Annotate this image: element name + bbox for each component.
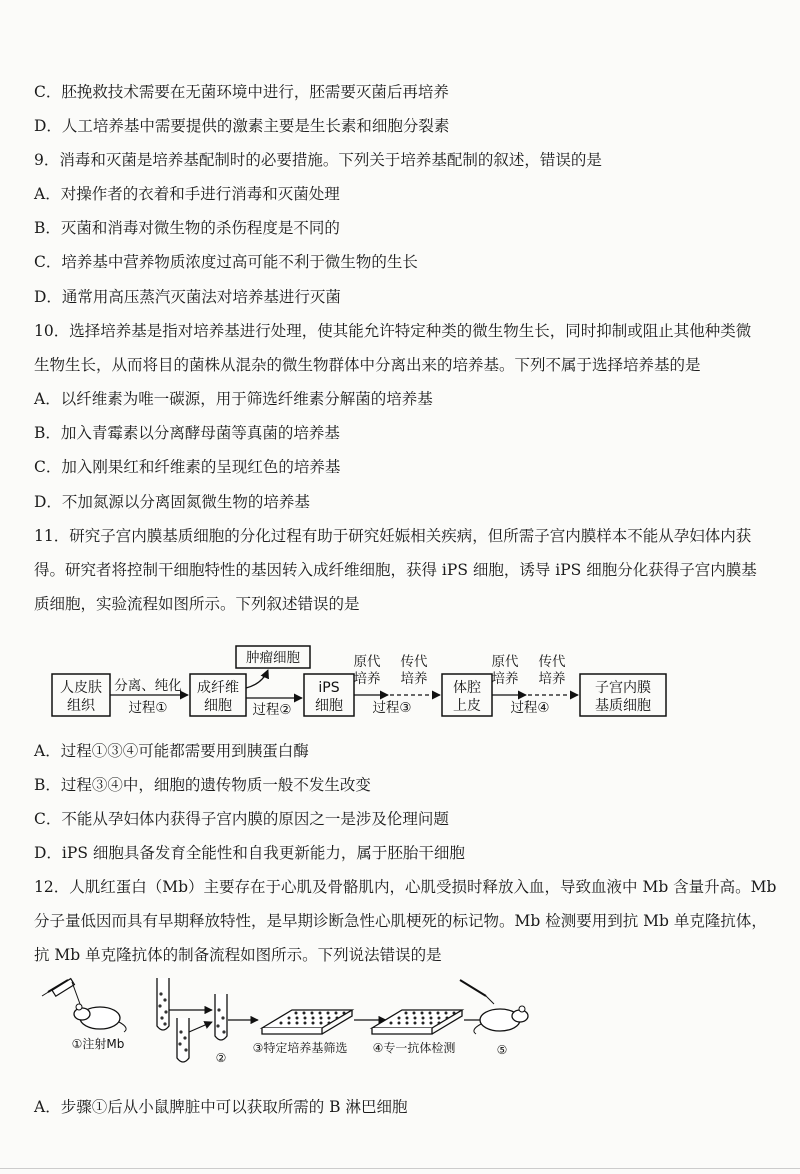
mouse-icon bbox=[474, 1006, 528, 1034]
question-12-line1: 12．人肌红蛋白（Mb）主要存在于心肌及骨骼肌内，心肌受损时释放入血，导致血液中 Mb 含量升高。Mb bbox=[34, 878, 777, 896]
arrow4-label: 过程④ bbox=[510, 700, 550, 716]
question-10-line1: 10．选择培养基是指对培养基进行处理，使其能允许特定种类的微生物生长，同时抑制或阻止其他种类微 bbox=[34, 322, 752, 340]
arrow-to-tumor bbox=[246, 670, 268, 688]
option-10d: D．不加氮源以分离固氮微生物的培养基 bbox=[34, 493, 310, 511]
arrow2-label: 过程② bbox=[252, 702, 292, 718]
option-9a: A．对操作者的衣着和手进行消毒和灭菌处理 bbox=[34, 185, 340, 203]
test-tube-icon bbox=[157, 978, 169, 1030]
box3-line1: iPS bbox=[318, 680, 340, 696]
step3a-line1: 原代 bbox=[353, 654, 381, 670]
arrow1-label-top: 分离、纯化 bbox=[114, 678, 182, 694]
ips-flow-diagram bbox=[0, 640, 800, 730]
option-8d: D．人工培养基中需要提供的激素主要是生长素和细胞分裂素 bbox=[34, 117, 450, 135]
option-11a: A．过程①③④可能都需要用到胰蛋白酶 bbox=[34, 742, 309, 760]
option-8c: C．胚挽救技术需要在无菌环境中进行，胚需要灭菌后再培养 bbox=[34, 83, 449, 101]
step3b-line2: 培养 bbox=[400, 671, 428, 687]
box4-line2: 上皮 bbox=[453, 698, 481, 714]
step5-label: ⑤ bbox=[496, 1043, 508, 1057]
option-9d: D．通常用高压蒸汽灭菌法对培养基进行灭菌 bbox=[34, 288, 341, 306]
question-12-line2: 分子量低因而具有早期释放特性，是早期诊断急性心肌梗死的标记物。Mb 检测要用到抗 Mb 单克隆抗体， bbox=[34, 912, 767, 930]
mouse-icon bbox=[74, 1004, 126, 1032]
box3-line2: 细胞 bbox=[315, 698, 343, 714]
step4-label: ④专一抗体检测 bbox=[372, 1041, 456, 1055]
box4-line1: 体腔 bbox=[453, 680, 481, 696]
option-9c: C．培养基中营养物质浓度过高可能不利于微生物的生长 bbox=[34, 253, 418, 271]
box2-line2: 细胞 bbox=[204, 698, 232, 714]
question-11-line2: 得。研究者将控制干细胞特性的基因转入成纤维细胞，获得 iPS 细胞，诱导 iPS 细胞分化获得子宫内膜基 bbox=[34, 561, 757, 579]
option-9b: B．灭菌和消毒对微生物的杀伤程度是不同的 bbox=[34, 219, 340, 237]
test-tube-icon bbox=[177, 1018, 189, 1062]
box1-line2: 组织 bbox=[67, 698, 95, 714]
step4b-line2: 培养 bbox=[538, 671, 566, 687]
step1-label: ①注射Mb bbox=[71, 1037, 125, 1051]
box1-line1: 人皮肤 bbox=[60, 680, 102, 696]
option-11c: C．不能从孕妇体内获得子宫内膜的原因之一是涉及伦理问题 bbox=[34, 810, 449, 828]
question-10-line2: 生物生长，从而将目的菌株从混杂的微生物群体中分离出来的培养基。下列不属于选择培养基的是 bbox=[34, 356, 701, 374]
box2-line1: 成纤维 bbox=[197, 680, 239, 696]
option-10c: C．加入刚果红和纤维素的呈现红色的培养基 bbox=[34, 458, 341, 476]
arrow3-label: 过程③ bbox=[372, 700, 412, 716]
step2-label: ② bbox=[215, 1051, 227, 1065]
option-10a: A．以纤维素为唯一碳源，用于筛选纤维素分解菌的培养基 bbox=[34, 390, 433, 408]
option-11d: D．iPS 细胞具备发育全能性和自我更新能力，属于胚胎干细胞 bbox=[34, 844, 465, 862]
box5-line1: 子宫内膜 bbox=[595, 680, 651, 696]
step4a-line1: 原代 bbox=[491, 654, 519, 670]
syringe-icon bbox=[42, 979, 80, 1004]
question-11-line1: 11．研究子宫内膜基质细胞的分化过程有助于研究妊娠相关疾病，但所需子宫内膜样本不能从孕妇体内获 bbox=[34, 527, 752, 545]
culture-plate-icon bbox=[262, 1010, 352, 1034]
step3a-line2: 培养 bbox=[353, 671, 381, 687]
step4b-line1: 传代 bbox=[538, 654, 566, 670]
question-12-line3: 抗 Mb 单克隆抗体的制备流程如图所示。下列说法错误的是 bbox=[34, 946, 442, 964]
step3-label: ③特定培养基筛选 bbox=[252, 1041, 348, 1055]
question-11-line3: 质细胞，实验流程如图所示。下列叙述错误的是 bbox=[34, 595, 360, 613]
arrow1-label-bottom: 过程① bbox=[128, 700, 168, 716]
test-tube-icon bbox=[215, 994, 227, 1040]
page-bottom-edge bbox=[0, 1168, 800, 1169]
syringe-icon bbox=[460, 980, 494, 1004]
culture-plate-icon bbox=[372, 1010, 462, 1034]
step3b-line1: 传代 bbox=[400, 654, 428, 670]
mb-antibody-process-diagram bbox=[0, 970, 800, 1070]
question-9: 9．消毒和灭菌是培养基配制时的必要措施。下列关于培养基配制的叙述，错误的是 bbox=[34, 151, 602, 169]
box5-line2: 基质细胞 bbox=[595, 698, 651, 714]
option-10b: B．加入青霉素以分离酵母菌等真菌的培养基 bbox=[34, 424, 340, 442]
option-11b: B．过程③④中，细胞的遗传物质一般不发生改变 bbox=[34, 776, 371, 794]
tumor-label: 肿瘤细胞 bbox=[246, 650, 300, 666]
option-12a: A．步骤①后从小鼠脾脏中可以获取所需的 B 淋巴细胞 bbox=[34, 1098, 408, 1116]
step4a-line2: 培养 bbox=[491, 671, 519, 687]
